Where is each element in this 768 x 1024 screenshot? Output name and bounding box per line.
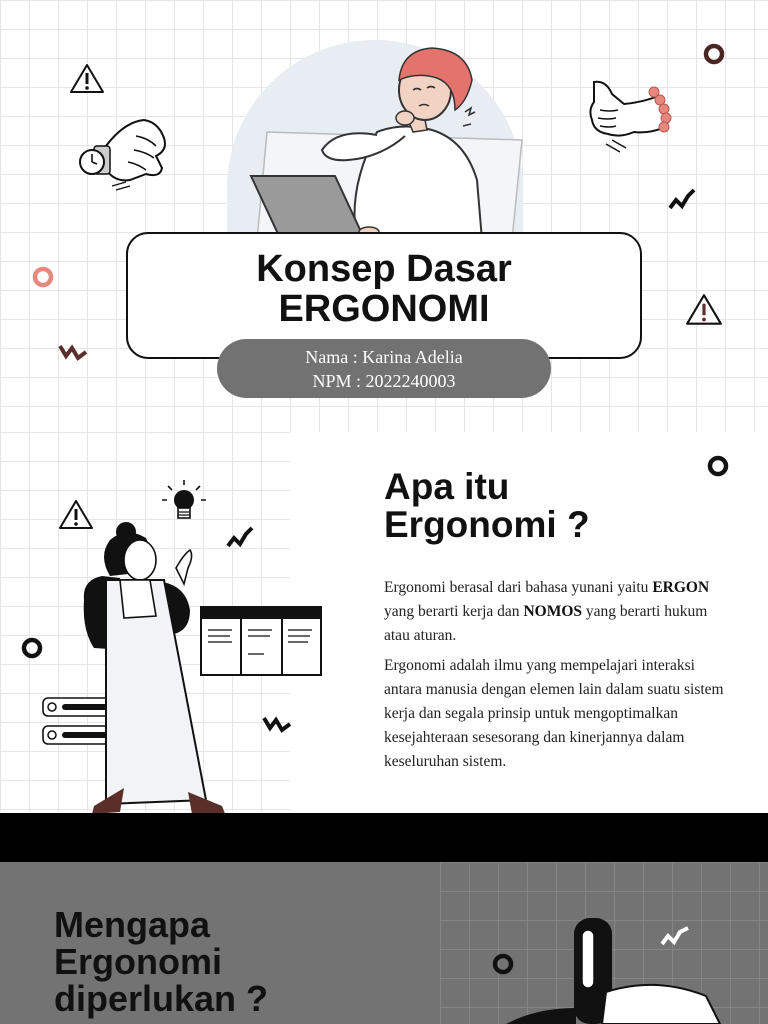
why-heading-line-1: Mengapa bbox=[54, 904, 211, 945]
thumbs-up-hand-icon bbox=[584, 76, 678, 162]
etymology-paragraph bbox=[384, 576, 734, 648]
ring-icon bbox=[702, 42, 726, 66]
term-nomos: NOMOS bbox=[523, 603, 582, 620]
why-heading-line-3: diperlukan ? bbox=[54, 978, 269, 1019]
zigzag-icon bbox=[226, 524, 254, 550]
etymology-text-3: yang berarti hukum atau aturan. bbox=[384, 603, 708, 644]
title-line-1: Konsep Dasar bbox=[256, 247, 512, 290]
zigzag-icon bbox=[58, 342, 88, 364]
definition-heading-line-1: Apa itu bbox=[384, 466, 510, 507]
ring-icon bbox=[20, 636, 44, 660]
term-ergon: ERGON bbox=[652, 579, 710, 596]
hand-holding-pen-illustration bbox=[506, 916, 726, 1024]
title-line-2: ERGONOMI bbox=[278, 287, 490, 330]
definition-paragraph: Ergonomi adalah ilmu yang mempelajari interaksi antara manusia dengan elemen lain dalam suatu sistem kerja dan segala prinsip untuk mengoptimalkan kesejahteraan sesesorang dan kinerjannya dalam keseluruhan sistem. bbox=[384, 657, 724, 770]
why-heading-line-2: Ergonomi bbox=[54, 941, 222, 982]
author-name: Nama : Karina Adelia bbox=[305, 346, 463, 367]
ring-icon bbox=[31, 265, 55, 289]
zigzag-icon bbox=[668, 186, 696, 212]
definition-heading bbox=[384, 468, 590, 544]
warning-icon bbox=[684, 292, 724, 328]
title-slide bbox=[0, 0, 768, 432]
why-heading bbox=[54, 906, 268, 1017]
definition-heading-line-2: Ergonomi ? bbox=[384, 504, 590, 545]
ring-icon bbox=[706, 454, 730, 478]
slide-divider-bar bbox=[0, 813, 768, 862]
definition-slide bbox=[0, 432, 768, 862]
etymology-text-2: yang berarti kerja dan bbox=[384, 603, 524, 620]
thinking-woman-illustration bbox=[80, 520, 230, 820]
tired-worker-illustration bbox=[227, 40, 527, 240]
why-slide bbox=[0, 862, 768, 1024]
warning-icon bbox=[68, 62, 106, 96]
etymology-text-1: Ergonomi berasal dari bahasa yunani yaitu bbox=[384, 579, 653, 596]
author-npm: NPM : 2022240003 bbox=[312, 370, 456, 391]
author-pill bbox=[217, 339, 551, 398]
wristwatch-hand-icon bbox=[76, 116, 170, 192]
zigzag-icon bbox=[262, 714, 292, 736]
